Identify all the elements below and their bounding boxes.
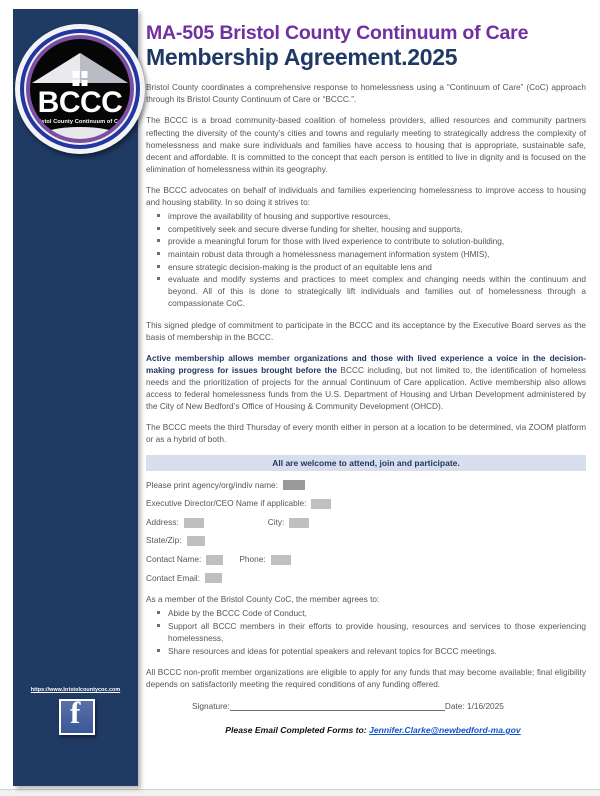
logo-subtitle: Bristol County Continuum of Care bbox=[33, 119, 127, 125]
strives-list-item: maintain robust data through a homelessness management information system (HMIS), bbox=[168, 248, 586, 260]
agrees-intro-paragraph: As a member of the Bristol County CoC, the member agrees to: bbox=[146, 594, 380, 605]
date-value: 1/16/2025 bbox=[466, 700, 504, 711]
logo-bottom-arc bbox=[41, 127, 119, 139]
agrees-list-item: Abide by the BCCC Code of Conduct, bbox=[168, 607, 586, 619]
logo-core bbox=[30, 39, 130, 139]
form-row-agency-name bbox=[146, 480, 586, 492]
page-title-line1: MA-505 Bristol County Continuum of Care bbox=[146, 22, 529, 44]
date-label: Date: bbox=[444, 700, 465, 711]
contact-email-field[interactable] bbox=[205, 573, 222, 583]
state-zip-field[interactable] bbox=[187, 536, 205, 546]
email-footer bbox=[160, 725, 586, 735]
exec-director-field[interactable] bbox=[311, 499, 331, 509]
city-field[interactable] bbox=[289, 518, 309, 528]
active-membership-paragraph bbox=[146, 352, 586, 413]
form-row-exec-director bbox=[146, 498, 586, 510]
signature-row bbox=[192, 701, 586, 711]
page-title-line2: Membership Agreement.2025 bbox=[146, 44, 458, 71]
funding-paragraph: All BCCC non-profit member organizations are eligible to apply for any funds that may become available; final eligibility depends on satisfactorily meeting the required conditions of any funding offered. bbox=[146, 666, 586, 689]
about-paragraph: The BCCC is a broad community-based coalition of homeless providers, allied resources and community partners reflecting the diversity of the county’s cities and towns and regularly meeting to strategically address the complexity of homelessness and make sure individuals and families have access to housing that is appropriate, sustainable safe, decent and affordable. It is committed to the concept that each person is entitled to live in dignity and is focused on the elimination of homelessness within its geography. bbox=[146, 115, 586, 174]
agrees-list bbox=[146, 607, 586, 656]
intro-paragraph: Bristol County coordinates a comprehensive response to homelessness using a “Continuum of Care” (CoC) approach through its Bristol County Continuum of Care or “BCCC.”. bbox=[146, 82, 586, 105]
advocates-intro-paragraph: The BCCC advocates on behalf of individuals and families experiencing homelessness to improve access to housing and housing stability. In so doing it strives to: bbox=[146, 184, 586, 208]
strives-list-item: ensure strategic decision-making is the product of an equitable lens and bbox=[168, 261, 586, 273]
strives-list-item: evaluate and modify systems and practices to meet complex and changing needs within the continuum and beyond. All of this is done to strategically lift individuals and families out of homelessness through a compassionate CoC. bbox=[168, 274, 586, 309]
signature-line[interactable] bbox=[230, 701, 445, 711]
form-row-contact-email bbox=[146, 573, 586, 585]
phone-label: Phone: bbox=[239, 553, 266, 564]
address-field[interactable] bbox=[184, 518, 204, 528]
contact-name-field[interactable] bbox=[206, 555, 223, 565]
facebook-icon[interactable] bbox=[59, 695, 95, 735]
membership-form bbox=[146, 480, 586, 585]
contact-name-label: Contact Name: bbox=[146, 553, 202, 564]
phone-field[interactable] bbox=[271, 555, 291, 565]
form-row-state-zip bbox=[146, 535, 586, 547]
viewer-bottom-band bbox=[0, 790, 600, 796]
logo-acronym: BCCC bbox=[37, 86, 123, 119]
agency-name-field[interactable] bbox=[283, 480, 305, 490]
pledge-paragraph: This signed pledge of commitment to participate in the BCCC and its acceptance by the Executive Board serves as the basis of membership in the BCCC. bbox=[146, 319, 586, 342]
facebook-glyph: f bbox=[70, 695, 81, 730]
document-content bbox=[146, 22, 586, 735]
website-url-link[interactable]: https://www.bristolcountycoc.com bbox=[30, 687, 121, 693]
agrees-list-item: Support all BCCC members in their efforts to provide housing, resources and services to those experiencing homelessness, bbox=[168, 620, 586, 643]
strives-list-item: competitively seek and secure diverse funding for shelter, housing and supports, bbox=[168, 223, 586, 235]
house-window-icon bbox=[73, 71, 88, 86]
signature-label: Signature: bbox=[192, 700, 230, 711]
address-label: Address: bbox=[146, 516, 179, 527]
form-row-contact-phone bbox=[146, 554, 586, 566]
meetings-paragraph: The BCCC meets the third Thursday of every month either in person at a location to be determined, via ZOOM platform or as a hybrid of both. bbox=[146, 422, 586, 445]
state-zip-label: State/Zip: bbox=[146, 535, 182, 546]
exec-director-label: Executive Director/CEO Name if applicable: bbox=[146, 498, 307, 509]
strives-list-item: improve the availability of housing and supportive resources, bbox=[168, 210, 586, 222]
contact-email-label: Contact Email: bbox=[146, 572, 200, 583]
bccc-logo bbox=[15, 24, 145, 154]
agrees-list-item: Share resources and ideas for potential speakers and relevant topics for BCCC meetings. bbox=[168, 645, 586, 657]
email-address-link[interactable]: Jennifer.Clarke@newbedford-ma.gov bbox=[369, 724, 521, 735]
city-label: City: bbox=[267, 516, 285, 527]
form-row-address-city bbox=[146, 517, 586, 529]
strives-list-item: provide a meaningful forum for those with lived experience to contribute to solution-building, bbox=[168, 235, 586, 247]
email-prompt: Please Email Completed Forms to: bbox=[225, 724, 367, 735]
agency-name-label: Please print agency/org/indiv name: bbox=[146, 479, 278, 490]
active-membership-bold: Active membership allows member organizations and those with lived experience a voice in the decision-making progress for issues brought before the bbox=[146, 352, 586, 375]
strives-list bbox=[146, 210, 586, 309]
active-membership-rest: BCCC including, but not limited to, the identification of homeless needs and the prioritization of projects for the annual Continuum of Care application. Active membership also allows access to federal homelessness funds from the U.S. Department of Housing and Urban Development administered by the City of New Bedford’s Office of Housing & Community Development (OHCD). bbox=[146, 364, 586, 412]
welcome-banner: All are welcome to attend, join and participate. bbox=[146, 455, 586, 471]
